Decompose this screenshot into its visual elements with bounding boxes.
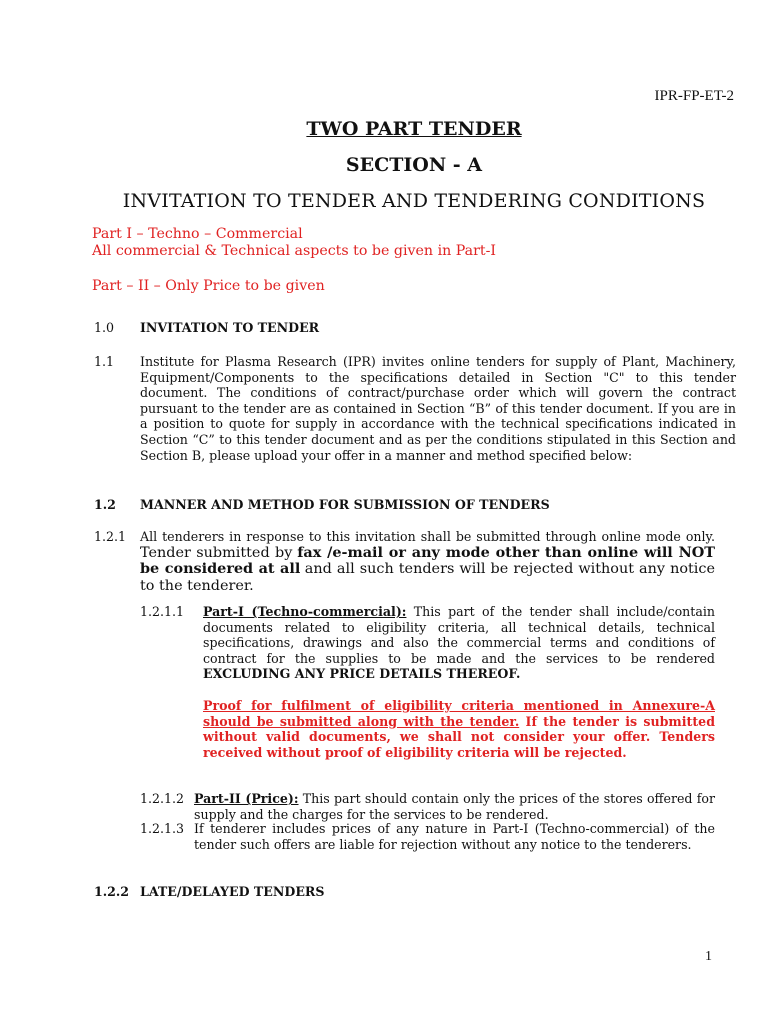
part-one-label: Part I – Techno – Commercial — [92, 226, 303, 242]
clause-text: Institute for Plasma Research (IPR) invites online tenders for supply of Plant, Machinery, Equipment/Components to the specifications detailed in Section "C" to this tender document. The conditions of contract/purchase order which will govern the contract pursuant to the tender are as contained in Section “B” of this tender document. If you are in a position to quote for supply in accordance with the technical specifications indicated in Section “C” to this tender document and as per the conditions stipulated in this Section and Section B, please upload your offer in a manner and method specified below: — [140, 354, 736, 463]
part-two-label: Part – II – Only Price to be given — [92, 278, 325, 294]
clause-number: 1.2.1.2 — [140, 791, 185, 806]
clause-text — [203, 604, 715, 682]
clause-text: If tenderer includes prices of any nature in Part-I (Techno-commercial) of the tender such offers are liable for rejection without any notice to the tenderers. — [194, 821, 715, 852]
clause-text-part: and all such tenders will be rejected without any notice to the tenderer. — [140, 561, 715, 594]
clause-text-part: Tender submitted by — [140, 544, 293, 561]
section-heading: INVITATION TO TENDER — [140, 320, 320, 335]
warning-underlined: Proof for fulfilment of eligibility criteria mentioned in Annexure-A should be submitted along with the tender. — [203, 698, 715, 729]
clause-text — [140, 529, 715, 594]
part-one-note: All commercial & Technical aspects to be given in Part-I — [92, 243, 497, 259]
section-number: 1.2 — [94, 497, 116, 512]
section-heading: MANNER AND METHOD FOR SUBMISSION OF TENDERS — [140, 497, 550, 512]
clause-label: Part-I (Techno-commercial): — [203, 604, 407, 619]
clause-text-part: All tenderers in response to this invitation shall be submitted through online mode only. — [140, 529, 715, 544]
section-number: 1.0 — [94, 320, 115, 335]
eligibility-warning — [203, 698, 715, 760]
clause-label: Part-II (Price): — [194, 791, 299, 806]
clause-emphasis: fax /e-mail or any mode other than online will NOT be considered at all — [140, 543, 715, 578]
clause-number: 1.1 — [94, 354, 115, 369]
clause-text-part: This part should contain only the prices of the stores offered for supply and the charges for the services to be rendered. — [194, 791, 715, 822]
warning-text: If the tender is submitted without valid documents, we shall not consider your offer. Tenders received without proof of eligibility criteria will be rejected. — [203, 713, 715, 760]
clause-text — [194, 791, 715, 822]
clause-number: 1.2.1.1 — [140, 604, 185, 619]
clause-text-part: This part of the tender shall include/contain documents related to eligibility criteria, all technical details, technical specifications, drawings and also the commercial terms and conditions of contract for the supplies to be made and the services to be rendered — [203, 604, 715, 666]
section-number: 1.2.2 — [94, 884, 130, 899]
document-subtitle: INVITATION TO TENDER AND TENDERING CONDITIONS — [122, 190, 706, 212]
clause-number: 1.2.1 — [94, 529, 127, 544]
section-title: SECTION - A — [345, 154, 483, 176]
document-id: IPR-FP-ET-2 — [654, 88, 734, 104]
clause-number: 1.2.1.3 — [140, 821, 185, 836]
clause-emphasis: EXCLUDING ANY PRICE DETAILS THEREOF. — [203, 666, 521, 682]
page-number: 1 — [705, 949, 712, 964]
section-heading: LATE/DELAYED TENDERS — [140, 884, 325, 899]
document-title: TWO PART TENDER — [306, 118, 522, 140]
